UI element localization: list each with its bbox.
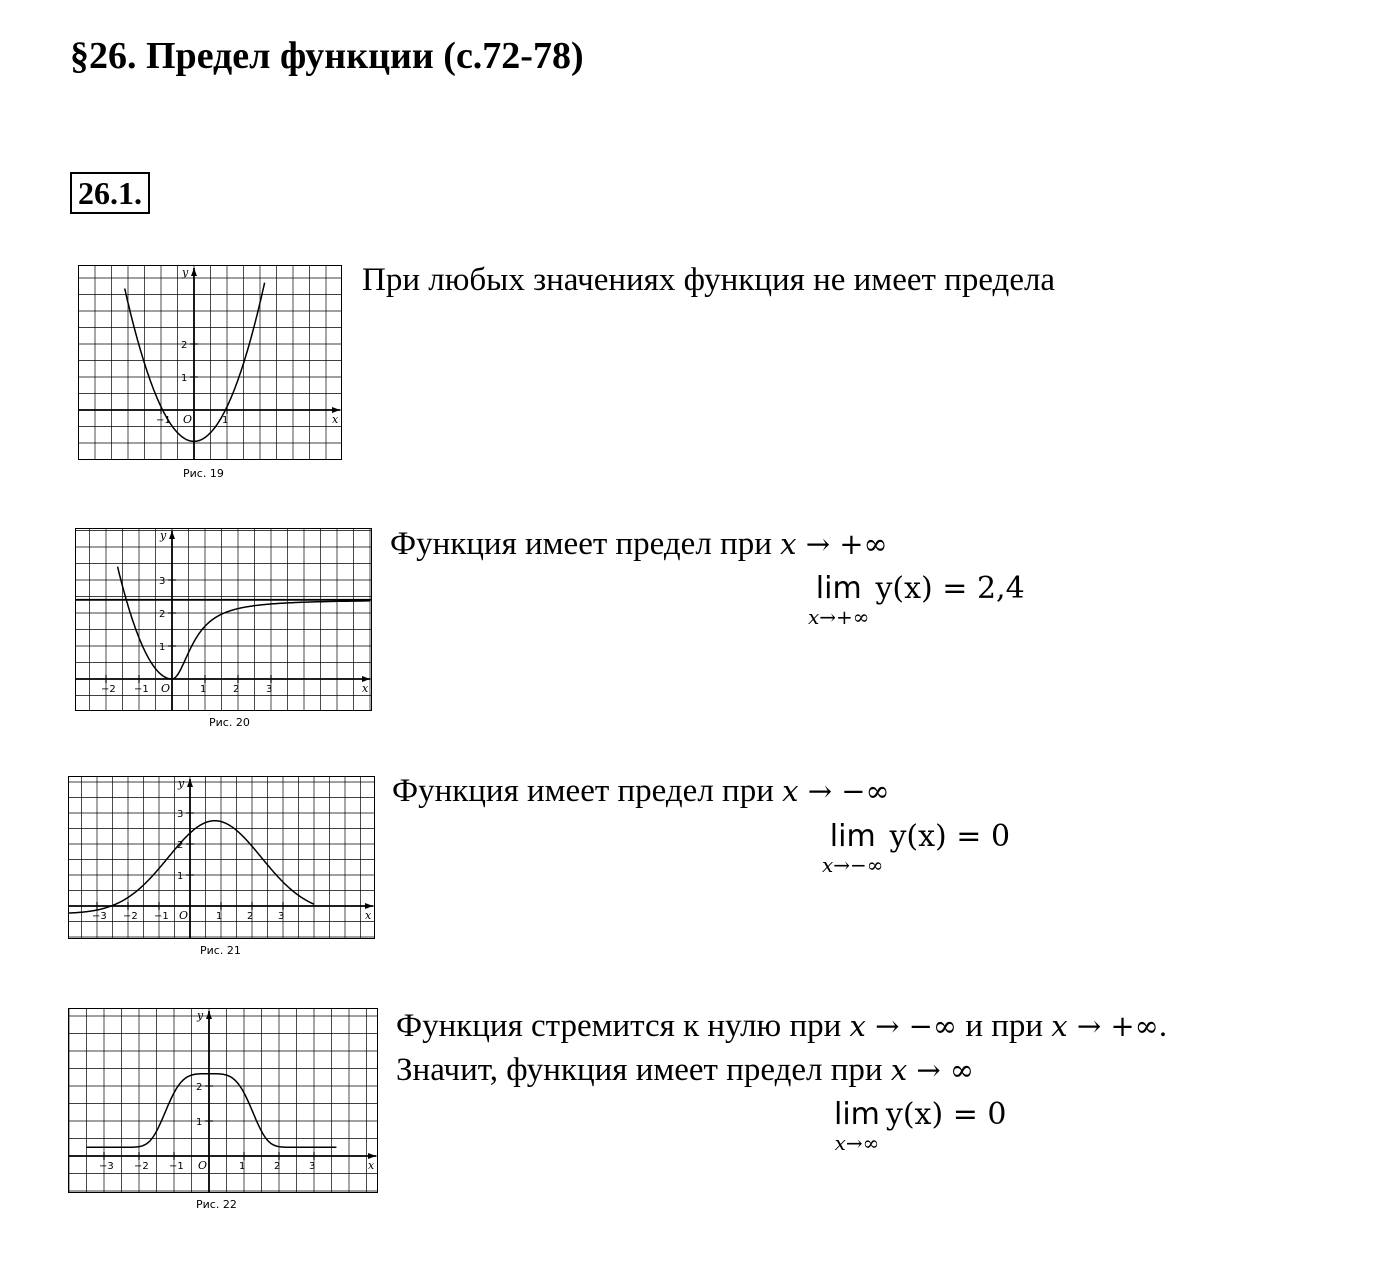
limit-expression: y(x) = 2,4 bbox=[875, 571, 1025, 606]
x-tick-label: 1 bbox=[216, 911, 223, 922]
item-4-text-line-2 bbox=[396, 1052, 974, 1089]
y-tick-label: 3 bbox=[159, 576, 166, 587]
limit-operator: lim bbox=[815, 571, 862, 606]
y-tick-label: 2 bbox=[177, 840, 184, 851]
item-4-math: x → −∞ bbox=[849, 1009, 958, 1043]
function-curve bbox=[87, 1074, 337, 1148]
figure-21-caption: Рис. 21 bbox=[200, 944, 241, 957]
item-2-text bbox=[390, 526, 888, 563]
y-axis-arrow bbox=[187, 779, 193, 787]
page-title: §26. Предел функции (с.72-78) bbox=[70, 35, 584, 77]
limit-formula-3 bbox=[822, 820, 1010, 876]
y-axis-arrow bbox=[191, 268, 197, 276]
limit-formula-2 bbox=[808, 572, 1025, 628]
x-tick-label: −1 bbox=[154, 911, 169, 922]
limit-formula-4 bbox=[834, 1098, 1006, 1154]
x-tick-label: −2 bbox=[123, 911, 138, 922]
limit-operator: lim bbox=[834, 1097, 880, 1132]
item-4-math: x → ∞ bbox=[890, 1053, 975, 1087]
limit-operator: lim bbox=[829, 819, 876, 854]
y-axis-arrow bbox=[206, 1011, 212, 1019]
figure-22 bbox=[68, 1008, 378, 1193]
origin-label: O bbox=[183, 413, 193, 426]
figure-19-caption: Рис. 19 bbox=[183, 467, 224, 480]
y-axis-label: y bbox=[182, 266, 189, 279]
grid bbox=[75, 528, 372, 711]
y-tick-label: 2 bbox=[196, 1082, 203, 1093]
y-tick-label: 2 bbox=[159, 609, 166, 620]
origin-label: O bbox=[179, 909, 189, 922]
limit-subscript: x→∞ bbox=[834, 1131, 880, 1155]
x-axis-label: x bbox=[362, 682, 369, 695]
y-axis-arrow bbox=[169, 531, 175, 539]
x-tick-label: −3 bbox=[99, 1161, 114, 1172]
y-tick-label: 1 bbox=[196, 1117, 203, 1128]
x-axis-label: x bbox=[332, 413, 339, 426]
figure-20-caption: Рис. 20 bbox=[209, 716, 250, 729]
item-2-text-part: Функция имеет предел при bbox=[390, 526, 772, 562]
limit-expression: y(x) = 0 bbox=[885, 1097, 1007, 1132]
figure-20 bbox=[75, 528, 372, 711]
x-tick-label: −2 bbox=[101, 684, 116, 695]
x-tick-label: 2 bbox=[274, 1161, 281, 1172]
item-3-math: x → −∞ bbox=[782, 774, 890, 808]
item-2-math: x → +∞ bbox=[780, 527, 888, 561]
x-tick-label: 3 bbox=[278, 911, 285, 922]
item-1-text: При любых значениях функция не имеет предела bbox=[362, 262, 1056, 298]
item-4-text-part: Значит, функция имеет предел при bbox=[396, 1052, 883, 1088]
item-4-text-part: и при bbox=[965, 1008, 1044, 1044]
limit-subscript: x→−∞ bbox=[822, 853, 884, 877]
item-4-text-line-1 bbox=[396, 1008, 1167, 1045]
item-3-text bbox=[392, 773, 890, 810]
origin-label: O bbox=[161, 682, 171, 695]
x-tick-label: −1 bbox=[134, 684, 149, 695]
item-4-math: x → +∞ bbox=[1051, 1009, 1159, 1043]
y-tick-label: 3 bbox=[177, 809, 184, 820]
function-curve bbox=[69, 821, 314, 913]
y-tick-label: 1 bbox=[181, 373, 188, 384]
x-tick-label: 2 bbox=[233, 684, 240, 695]
x-tick-label: 2 bbox=[247, 911, 254, 922]
figure-21 bbox=[68, 776, 375, 939]
y-tick-label: 2 bbox=[181, 340, 188, 351]
x-axis-label: x bbox=[365, 909, 372, 922]
figure-19 bbox=[78, 265, 342, 460]
x-tick-label: 1 bbox=[200, 684, 207, 695]
y-axis-label: y bbox=[178, 777, 185, 790]
item-3-text-part: Функция имеет предел при bbox=[392, 773, 774, 809]
x-tick-label: 1 bbox=[222, 415, 229, 426]
grid bbox=[68, 1008, 378, 1193]
item-4-period: . bbox=[1158, 1008, 1168, 1044]
graph-frame bbox=[76, 529, 372, 711]
y-axis-label: y bbox=[197, 1009, 204, 1022]
x-tick-label: 3 bbox=[309, 1161, 316, 1172]
item-4-text-part: Функция стремится к нулю при bbox=[396, 1008, 842, 1044]
grid bbox=[78, 265, 342, 460]
x-axis-label: x bbox=[368, 1159, 375, 1172]
task-number: 26.1. bbox=[70, 172, 150, 214]
figure-22-caption: Рис. 22 bbox=[196, 1198, 237, 1211]
limit-subscript: x→+∞ bbox=[808, 605, 870, 629]
limit-expression: y(x) = 0 bbox=[889, 819, 1011, 854]
x-tick-label: −3 bbox=[92, 911, 107, 922]
y-axis-label: y bbox=[160, 529, 167, 542]
x-tick-label: −1 bbox=[169, 1161, 184, 1172]
x-tick-label: 1 bbox=[239, 1161, 246, 1172]
y-tick-label: 1 bbox=[177, 871, 184, 882]
origin-label: O bbox=[198, 1159, 208, 1172]
x-tick-label: −1 bbox=[156, 415, 171, 426]
x-tick-label: 3 bbox=[266, 684, 273, 695]
x-tick-label: −2 bbox=[134, 1161, 149, 1172]
y-tick-label: 1 bbox=[159, 642, 166, 653]
